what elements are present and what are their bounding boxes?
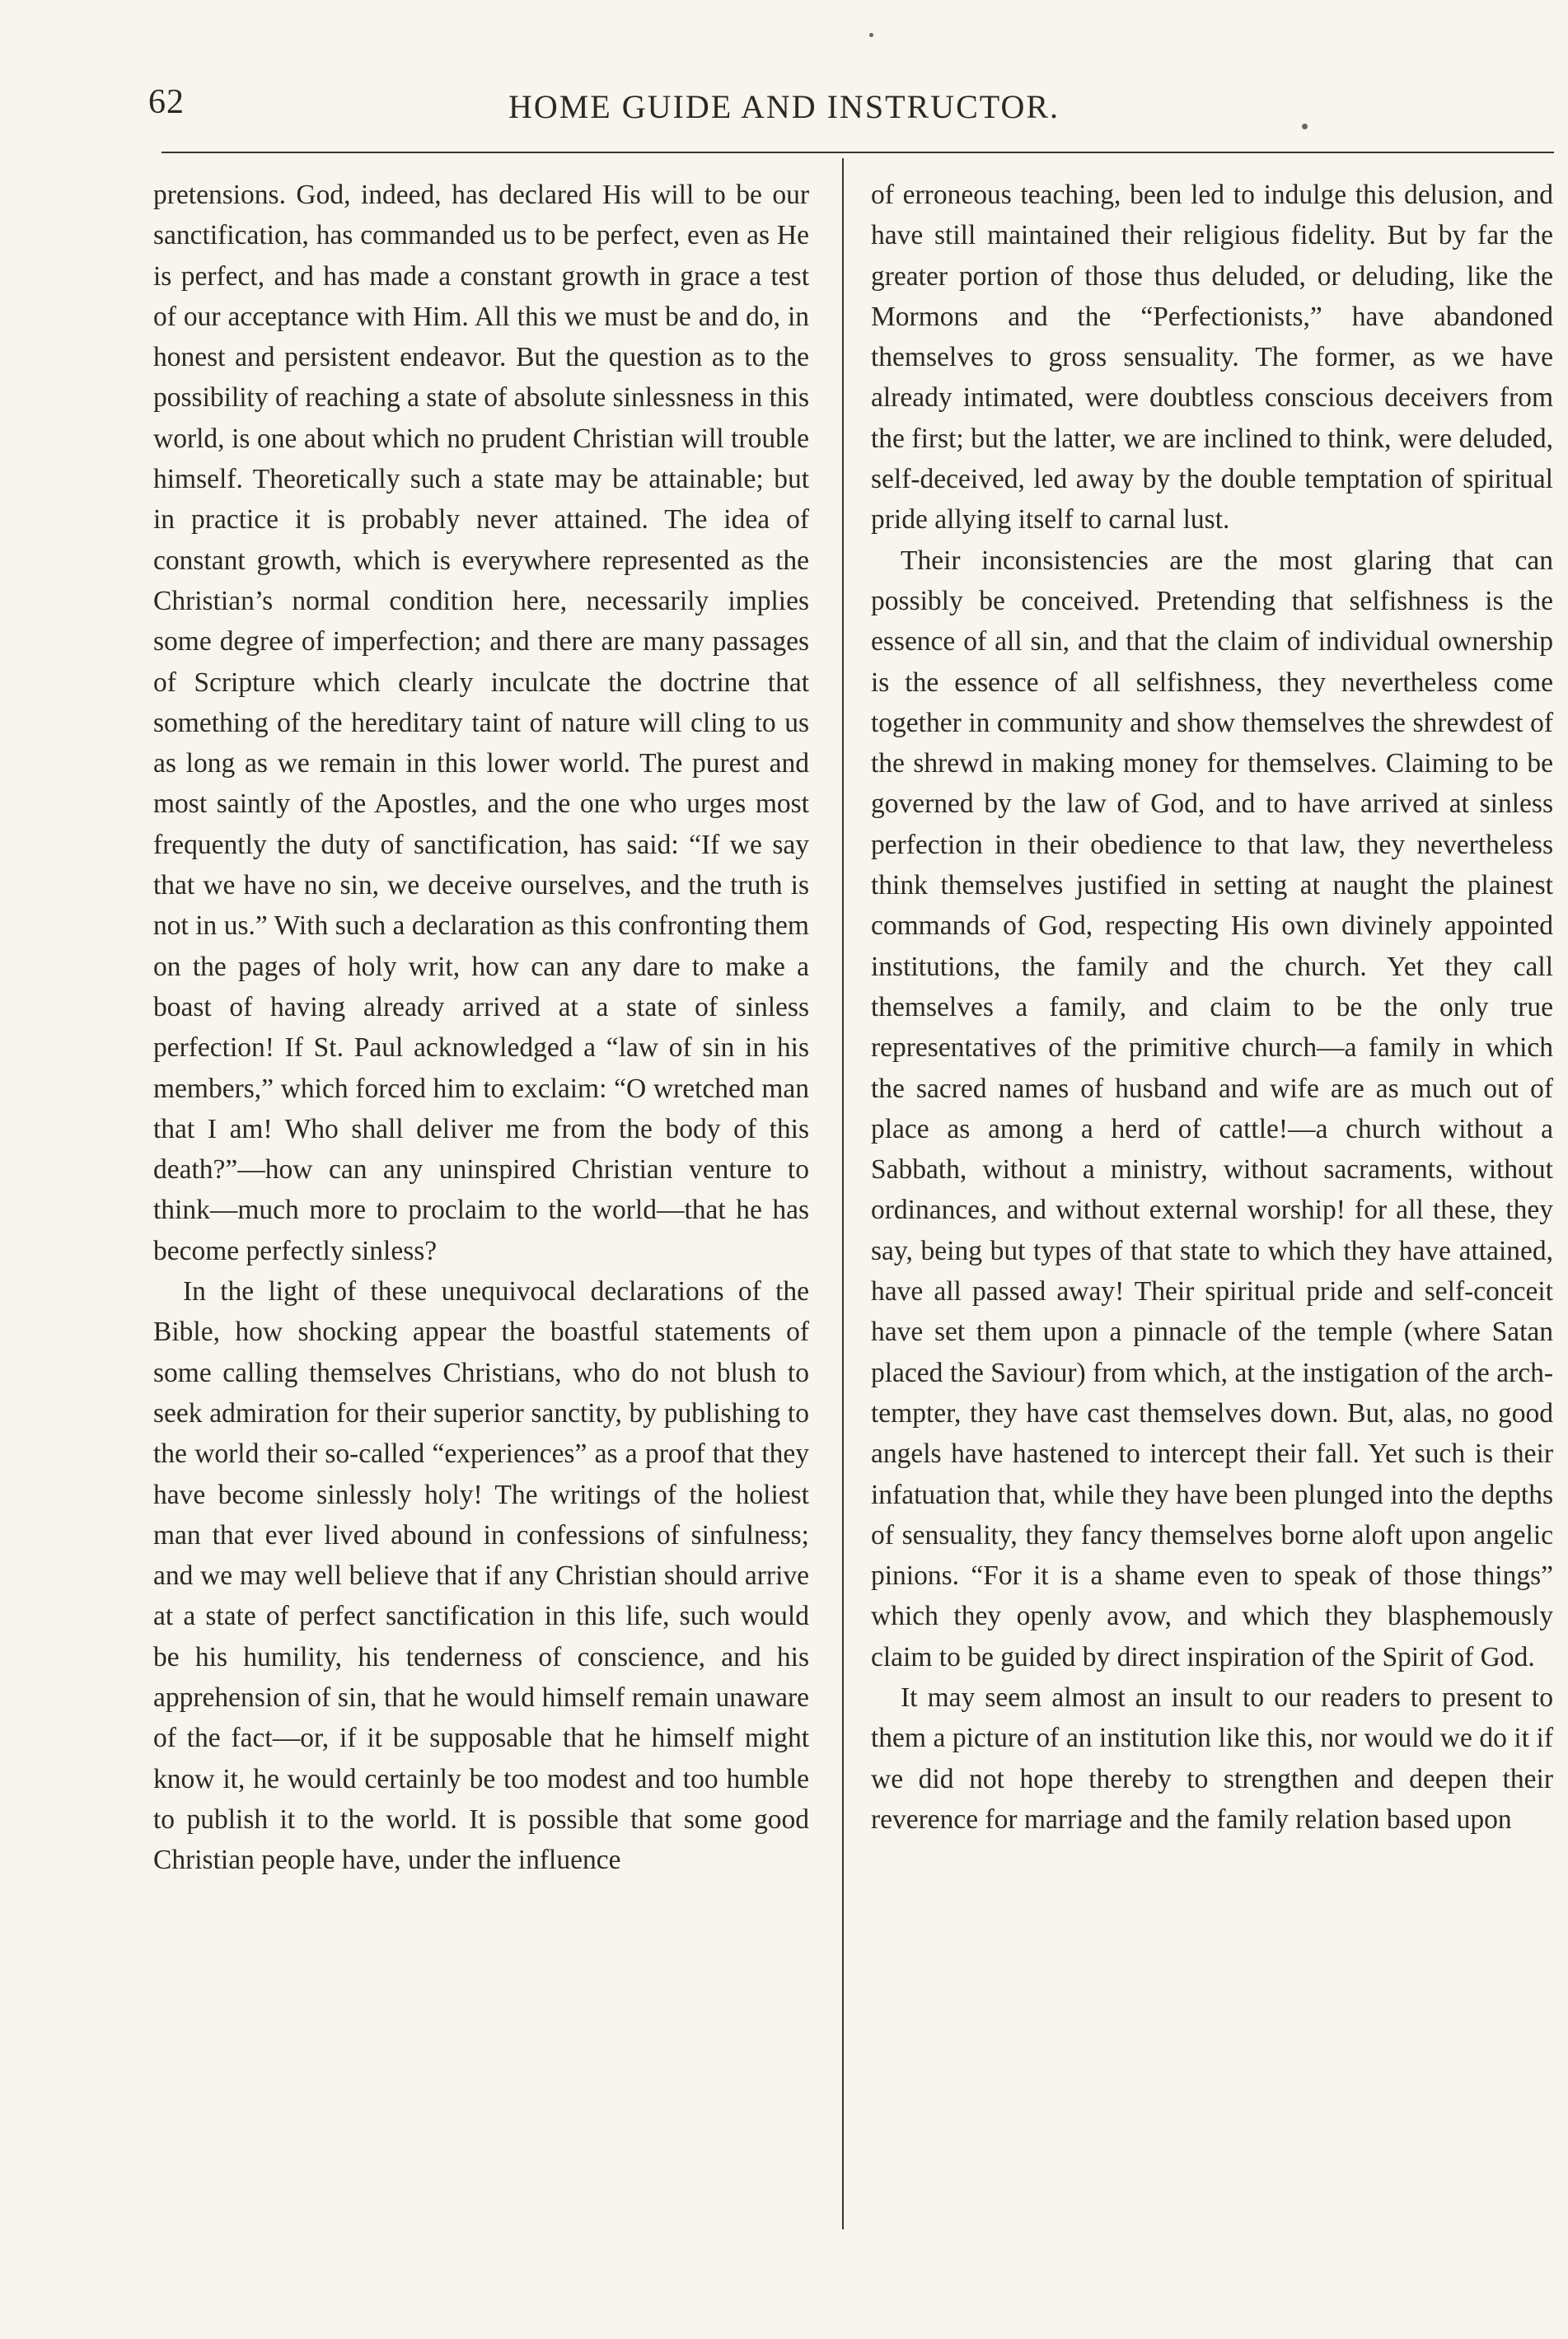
left-column — [153, 175, 809, 1880]
paragraph: It may seem almost an insult to our readers to present to them a picture of an institution like this, nor would we do it if we did not hope thereby to strengthen and deepen their reverence for marriage and the family relation based upon — [871, 1682, 1553, 1835]
header-rule — [161, 152, 1554, 153]
paragraph: of erroneous teaching, been led to indulge this delusion, and have still maintained their religious fidelity. But by far the greater portion of those thus deluded, or deluding, like the Mormons and the “Perfectionists,” have abandoned themselves to gross sensuality. The former, as we have already intimated, were doubtless conscious deceivers from the first; but the latter, we are inclined to think, were deluded, self-deceived, led away by the double temptation of spiritual pride allying itself to carnal lust. — [871, 180, 1553, 536]
running-title: HOME GUIDE AND INSTRUCTOR. — [508, 88, 1060, 125]
paragraph: pretensions. God, indeed, has declared His will to be our sanctification, has commanded us to be perfect, even as He is perfect, and has made a constant growth in grace a test of our acceptance with Him. All this we must be and do, in honest and persistent endeavor. But the question as to the possibility of reaching a state of absolute sinlessness in this world, is one about which no prudent Christian will trouble himself. Theoretically such a state may be attainable; but in practice it is probably never attained. The idea of constant growth, which is everywhere represented as the Christian’s normal condition here, necessarily implies some degree of imperfection; and there are many passages of Scripture which clearly inculcate the doctrine that something of the hereditary taint of nature will cling to us as long as we remain in this lower world. The purest and most saintly of the Apostles, and the one who urges most frequently the duty of sanctification, has said: “If we say that we have no sin, we deceive ourselves, and the truth is not in us.” With such a declaration as this confronting them on the pages of holy writ, how can any dare to make a boast of having already arrived at a state of sinless perfection! If St. Paul acknowledged a “law of sin in his members,” which forced him to exclaim: “O wretched man that I am! Who shall deliver me from the body of this death?”—how can any uninspired Christian venture to think—much more to proclaim to the world—that he has become perfectly sinless? — [153, 180, 809, 1266]
paragraph: In the light of these unequivocal declarations of the Bible, how shocking appear the boastful statements of some calling themselves Christians, who do not blush to seek admiration for their superior sanctity, by publishing to the world their so-called “experiences” as a proof that they have become sinlessly holy! The writings of the holiest man that ever lived abound in confessions of sinfulness; and we may well believe that if any Christian should arrive at a state of perfect sanctification in this life, such would be his humility, his tenderness of conscience, and his apprehension of sin, that he would himself remain unaware of the fact—or, if it be supposable that he himself might know it, he would certainly be too modest and too humble to publish it to the world. It is possible that some good Christian people have, under the influence — [153, 1276, 809, 1876]
paragraph: Their inconsistencies are the most glaring that can possibly be conceived. Pretending that selfishness is the essence of all sin, and that the claim of individual ownership is the essence of all selfishness, they nevertheless come together in community and show themselves the shrewdest of the shrewd in making money for themselves. Claiming to be governed by the law of God, and to have arrived at sinless perfection in their obedience to that law, they nevertheless think themselves justified in setting at naught the plainest commands of God, respecting His own divinely appointed institutions, the family and the church. Yet they call themselves a family, and claim to be the only true representatives of the primitive church—a family in which the sacred names of husband and wife are as much out of place as among a herd of cattle!—a church without a Sabbath, without a ministry, without sacraments, without ordinances, and without external worship! for all these, they say, being but types of that state to which they have attained, have all passed away! Their spiritual pride and self-conceit have set them upon a pinnacle of the temple (where Satan placed the Saviour) from which, at the instigation of the arch-tempter, they have cast themselves down. But, alas, no good angels have hastened to intercept their fall. Yet such is their infatuation that, while they have been plunged into the depths of sensuality, they fancy themselves borne aloft upon angelic pinions. “For it is a shame even to speak of those things” which they openly avow, and which they blasphemously claim to be guided by direct inspiration of the Spirit of God. — [871, 545, 1553, 1672]
page-number: 62 — [148, 83, 185, 121]
column-divider — [842, 158, 844, 2229]
print-speck — [869, 33, 873, 37]
print-speck — [1302, 124, 1308, 129]
right-column — [871, 175, 1553, 1840]
